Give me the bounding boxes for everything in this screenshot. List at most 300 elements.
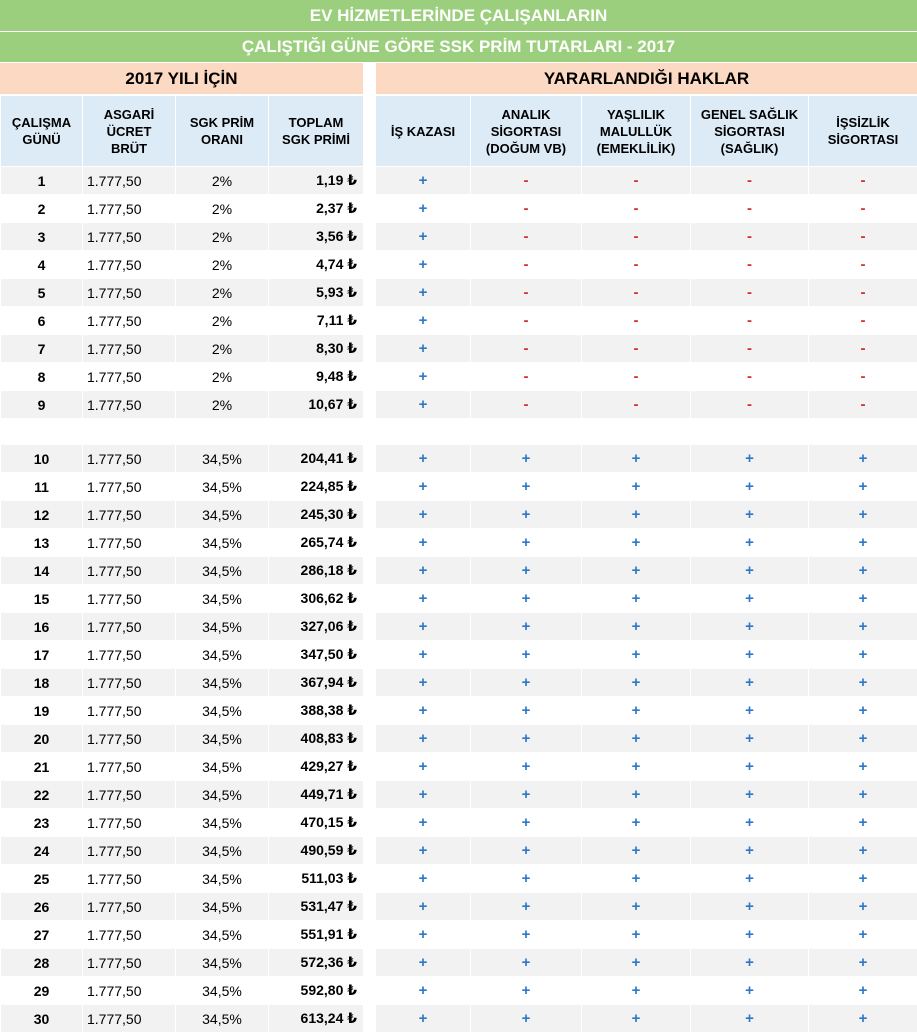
cell-analik: [471, 473, 582, 501]
plus-mark: +: [419, 368, 428, 385]
plus-mark: +: [859, 646, 868, 663]
plus-mark: +: [859, 506, 868, 523]
cell-wage: 1.777,50: [83, 195, 176, 223]
cell-day: 29: [1, 977, 83, 1005]
cell-rate: 34,5%: [176, 473, 269, 501]
plus-mark: +: [522, 702, 531, 719]
cell-is-kazasi: [376, 725, 471, 753]
cell-saglik: [691, 781, 809, 809]
cell-analik: [471, 529, 582, 557]
plus-mark: +: [419, 842, 428, 859]
cell-issizlik: [809, 529, 917, 557]
cell-saglik: [691, 585, 809, 613]
plus-mark: +: [859, 674, 868, 691]
cell-issizlik: [809, 977, 917, 1005]
cell-day: 30: [1, 1005, 83, 1033]
table-row: [1, 473, 917, 501]
cell-gap: [364, 613, 376, 641]
cell-wage: 1.777,50: [83, 1005, 176, 1033]
header-day: ÇALIŞMA GÜNÜ: [1, 96, 83, 167]
section-headers: [0, 63, 917, 95]
cell-analik: [471, 865, 582, 893]
minus-mark: -: [747, 228, 752, 245]
cell-issizlik: [809, 893, 917, 921]
plus-mark: +: [522, 954, 531, 971]
cell-issizlik: [809, 697, 917, 725]
minus-mark: -: [524, 228, 529, 245]
cell-yaslilik: [582, 223, 691, 251]
cell-rate: 34,5%: [176, 865, 269, 893]
cell-issizlik: [809, 865, 917, 893]
cell-day: 11: [1, 473, 83, 501]
cell-is-kazasi: [376, 697, 471, 725]
minus-mark: -: [634, 256, 639, 273]
spacer-cell: [1, 419, 917, 445]
table-row: [1, 279, 917, 307]
cell-rate: 34,5%: [176, 949, 269, 977]
plus-mark: +: [419, 450, 428, 467]
header-row: [1, 96, 917, 167]
cell-saglik: [691, 391, 809, 419]
plus-mark: +: [522, 786, 531, 803]
cell-yaslilik: [582, 167, 691, 195]
cell-day: 15: [1, 585, 83, 613]
cell-gap: [364, 529, 376, 557]
minus-mark: -: [861, 340, 866, 357]
cell-yaslilik: [582, 809, 691, 837]
cell-is-kazasi: [376, 195, 471, 223]
plus-mark: +: [419, 200, 428, 217]
cell-rate: 2%: [176, 195, 269, 223]
cell-rate: 34,5%: [176, 641, 269, 669]
cell-rate: 34,5%: [176, 557, 269, 585]
minus-mark: -: [861, 200, 866, 217]
minus-mark: -: [747, 312, 752, 329]
cell-analik: [471, 781, 582, 809]
cell-is-kazasi: [376, 613, 471, 641]
cell-yaslilik: [582, 335, 691, 363]
plus-mark: +: [419, 506, 428, 523]
plus-mark: +: [419, 534, 428, 551]
cell-day: 7: [1, 335, 83, 363]
minus-mark: -: [634, 312, 639, 329]
cell-is-kazasi: [376, 473, 471, 501]
cell-yaslilik: [582, 781, 691, 809]
cell-rate: 2%: [176, 251, 269, 279]
plus-mark: +: [859, 450, 868, 467]
table-row: [1, 641, 917, 669]
cell-saglik: [691, 223, 809, 251]
plus-mark: +: [632, 786, 641, 803]
cell-rate: 34,5%: [176, 445, 269, 473]
plus-mark: +: [859, 954, 868, 971]
minus-mark: -: [524, 340, 529, 357]
plus-mark: +: [419, 256, 428, 273]
table-row: [1, 167, 917, 195]
cell-issizlik: [809, 167, 917, 195]
cell-analik: [471, 837, 582, 865]
plus-mark: +: [522, 758, 531, 775]
plus-mark: +: [522, 898, 531, 915]
cell-wage: 1.777,50: [83, 977, 176, 1005]
cell-issizlik: [809, 473, 917, 501]
plus-mark: +: [859, 870, 868, 887]
table-row: [1, 391, 917, 419]
cell-saglik: [691, 501, 809, 529]
cell-wage: 1.777,50: [83, 307, 176, 335]
cell-total: 470,15 ₺: [269, 809, 364, 837]
cell-rate: 34,5%: [176, 697, 269, 725]
cell-analik: [471, 251, 582, 279]
cell-total: 2,37 ₺: [269, 195, 364, 223]
cell-issizlik: [809, 725, 917, 753]
cell-wage: 1.777,50: [83, 585, 176, 613]
cell-saglik: [691, 809, 809, 837]
cell-yaslilik: [582, 557, 691, 585]
cell-wage: 1.777,50: [83, 725, 176, 753]
cell-is-kazasi: [376, 585, 471, 613]
cell-gap: [364, 781, 376, 809]
cell-wage: 1.777,50: [83, 223, 176, 251]
cell-yaslilik: [582, 251, 691, 279]
plus-mark: +: [859, 786, 868, 803]
cell-day: 20: [1, 725, 83, 753]
plus-mark: +: [859, 730, 868, 747]
cell-total: 347,50 ₺: [269, 641, 364, 669]
cell-gap: [364, 473, 376, 501]
cell-gap: [364, 893, 376, 921]
cell-analik: [471, 921, 582, 949]
cell-rate: 34,5%: [176, 669, 269, 697]
cell-wage: 1.777,50: [83, 501, 176, 529]
cell-gap: [364, 335, 376, 363]
cell-issizlik: [809, 363, 917, 391]
plus-mark: +: [522, 534, 531, 551]
plus-mark: +: [419, 758, 428, 775]
minus-mark: -: [634, 368, 639, 385]
cell-is-kazasi: [376, 501, 471, 529]
cell-day: 12: [1, 501, 83, 529]
cell-analik: [471, 391, 582, 419]
cell-wage: 1.777,50: [83, 473, 176, 501]
cell-saglik: [691, 335, 809, 363]
plus-mark: +: [745, 506, 754, 523]
cell-day: 27: [1, 921, 83, 949]
header-yaslilik: YAŞLILIK MALULLÜK (EMEKLİLİK): [582, 96, 691, 167]
cell-day: 18: [1, 669, 83, 697]
plus-mark: +: [522, 1010, 531, 1027]
minus-mark: -: [524, 172, 529, 189]
cell-analik: [471, 753, 582, 781]
cell-total: 204,41 ₺: [269, 445, 364, 473]
cell-gap: [364, 223, 376, 251]
table-body: [1, 167, 917, 1033]
header-analik: ANALIK SİGORTASI (DOĞUM VB): [471, 96, 582, 167]
minus-mark: -: [747, 368, 752, 385]
cell-yaslilik: [582, 585, 691, 613]
table-row: [1, 335, 917, 363]
minus-mark: -: [524, 396, 529, 413]
plus-mark: +: [522, 478, 531, 495]
cell-rate: 34,5%: [176, 837, 269, 865]
cell-issizlik: [809, 557, 917, 585]
cell-is-kazasi: [376, 977, 471, 1005]
plus-mark: +: [632, 1010, 641, 1027]
cell-saglik: [691, 697, 809, 725]
cell-total: 531,47 ₺: [269, 893, 364, 921]
cell-analik: [471, 725, 582, 753]
table-row: [1, 949, 917, 977]
cell-wage: 1.777,50: [83, 865, 176, 893]
minus-mark: -: [861, 368, 866, 385]
cell-gap: [364, 167, 376, 195]
cell-is-kazasi: [376, 251, 471, 279]
plus-mark: +: [522, 926, 531, 943]
cell-saglik: [691, 837, 809, 865]
cell-rate: 34,5%: [176, 613, 269, 641]
cell-wage: 1.777,50: [83, 529, 176, 557]
cell-day: 23: [1, 809, 83, 837]
plus-mark: +: [745, 646, 754, 663]
cell-yaslilik: [582, 473, 691, 501]
plus-mark: +: [419, 396, 428, 413]
cell-wage: 1.777,50: [83, 669, 176, 697]
table-row: [1, 893, 917, 921]
plus-mark: +: [745, 478, 754, 495]
cell-total: 408,83 ₺: [269, 725, 364, 753]
cell-rate: 34,5%: [176, 781, 269, 809]
cell-saglik: [691, 893, 809, 921]
cell-total: 10,67 ₺: [269, 391, 364, 419]
cell-day: 17: [1, 641, 83, 669]
spacer-row: [1, 419, 917, 445]
cell-issizlik: [809, 949, 917, 977]
plus-mark: +: [745, 898, 754, 915]
cell-rate: 2%: [176, 279, 269, 307]
cell-saglik: [691, 557, 809, 585]
cell-day: 9: [1, 391, 83, 419]
cell-yaslilik: [582, 307, 691, 335]
cell-is-kazasi: [376, 781, 471, 809]
cell-analik: [471, 697, 582, 725]
minus-mark: -: [634, 396, 639, 413]
cell-analik: [471, 445, 582, 473]
minus-mark: -: [747, 396, 752, 413]
cell-total: 1,19 ₺: [269, 167, 364, 195]
plus-mark: +: [745, 758, 754, 775]
cell-rate: 2%: [176, 223, 269, 251]
cell-day: 14: [1, 557, 83, 585]
cell-rate: 34,5%: [176, 585, 269, 613]
cell-issizlik: [809, 753, 917, 781]
minus-mark: -: [861, 172, 866, 189]
cell-analik: [471, 167, 582, 195]
cell-yaslilik: [582, 445, 691, 473]
cell-wage: 1.777,50: [83, 949, 176, 977]
minus-mark: -: [861, 256, 866, 273]
cell-wage: 1.777,50: [83, 279, 176, 307]
cell-rate: 34,5%: [176, 1005, 269, 1033]
cell-wage: 1.777,50: [83, 921, 176, 949]
cell-issizlik: [809, 307, 917, 335]
cell-day: 10: [1, 445, 83, 473]
plus-mark: +: [632, 506, 641, 523]
plus-mark: +: [745, 870, 754, 887]
table-row: [1, 977, 917, 1005]
plus-mark: +: [859, 562, 868, 579]
plus-mark: +: [745, 534, 754, 551]
cell-saglik: [691, 921, 809, 949]
table-row: [1, 251, 917, 279]
cell-issizlik: [809, 223, 917, 251]
cell-issizlik: [809, 251, 917, 279]
plus-mark: +: [419, 284, 428, 301]
table-row: [1, 501, 917, 529]
plus-mark: +: [632, 814, 641, 831]
table-row: [1, 307, 917, 335]
cell-gap: [364, 697, 376, 725]
plus-mark: +: [632, 982, 641, 999]
cell-gap: [364, 921, 376, 949]
table-row: [1, 809, 917, 837]
cell-is-kazasi: [376, 167, 471, 195]
header-is-kazasi: İŞ KAZASI: [376, 96, 471, 167]
plus-mark: +: [859, 478, 868, 495]
plus-mark: +: [745, 590, 754, 607]
cell-analik: [471, 949, 582, 977]
cell-issizlik: [809, 837, 917, 865]
cell-yaslilik: [582, 949, 691, 977]
cell-yaslilik: [582, 641, 691, 669]
cell-day: 4: [1, 251, 83, 279]
cell-day: 5: [1, 279, 83, 307]
cell-total: 511,03 ₺: [269, 865, 364, 893]
plus-mark: +: [522, 618, 531, 635]
cell-analik: [471, 223, 582, 251]
plus-mark: +: [419, 982, 428, 999]
cell-rate: 2%: [176, 363, 269, 391]
cell-total: 449,71 ₺: [269, 781, 364, 809]
plus-mark: +: [632, 926, 641, 943]
cell-gap: [364, 725, 376, 753]
plus-mark: +: [419, 786, 428, 803]
cell-gap: [364, 1005, 376, 1033]
header-issizlik: İŞSİZLİK SİGORTASI: [809, 96, 917, 167]
minus-mark: -: [861, 228, 866, 245]
cell-wage: 1.777,50: [83, 445, 176, 473]
cell-saglik: [691, 641, 809, 669]
header-rate: SGK PRİM ORANI: [176, 96, 269, 167]
plus-mark: +: [859, 898, 868, 915]
table-row: [1, 445, 917, 473]
cell-rate: 34,5%: [176, 977, 269, 1005]
cell-rate: 34,5%: [176, 725, 269, 753]
plus-mark: +: [419, 340, 428, 357]
cell-yaslilik: [582, 921, 691, 949]
cell-total: 245,30 ₺: [269, 501, 364, 529]
cell-analik: [471, 893, 582, 921]
cell-saglik: [691, 1005, 809, 1033]
cell-total: 265,74 ₺: [269, 529, 364, 557]
cell-is-kazasi: [376, 753, 471, 781]
plus-mark: +: [419, 926, 428, 943]
cell-is-kazasi: [376, 529, 471, 557]
table-row: [1, 865, 917, 893]
cell-total: 5,93 ₺: [269, 279, 364, 307]
cell-rate: 34,5%: [176, 893, 269, 921]
cell-rate: 2%: [176, 167, 269, 195]
table-row: [1, 725, 917, 753]
cell-gap: [364, 391, 376, 419]
plus-mark: +: [522, 730, 531, 747]
cell-issizlik: [809, 445, 917, 473]
table-row: [1, 223, 917, 251]
cell-gap: [364, 753, 376, 781]
cell-analik: [471, 195, 582, 223]
cell-gap: [364, 641, 376, 669]
cell-issizlik: [809, 501, 917, 529]
table-row: [1, 1005, 917, 1033]
cell-yaslilik: [582, 669, 691, 697]
cell-saglik: [691, 473, 809, 501]
cell-yaslilik: [582, 893, 691, 921]
cell-analik: [471, 363, 582, 391]
cell-wage: 1.777,50: [83, 391, 176, 419]
cell-total: 7,11 ₺: [269, 307, 364, 335]
table-row: [1, 697, 917, 725]
header-gap: [364, 96, 376, 167]
cell-is-kazasi: [376, 307, 471, 335]
plus-mark: +: [419, 870, 428, 887]
cell-saglik: [691, 725, 809, 753]
plus-mark: +: [745, 450, 754, 467]
cell-rate: 2%: [176, 307, 269, 335]
cell-is-kazasi: [376, 1005, 471, 1033]
plus-mark: +: [632, 646, 641, 663]
cell-day: 6: [1, 307, 83, 335]
table-row: [1, 753, 917, 781]
plus-mark: +: [419, 312, 428, 329]
header-saglik: GENEL SAĞLIK SİGORTASI (SAĞLIK): [691, 96, 809, 167]
cell-total: 429,27 ₺: [269, 753, 364, 781]
plus-mark: +: [632, 618, 641, 635]
cell-yaslilik: [582, 977, 691, 1005]
cell-is-kazasi: [376, 865, 471, 893]
plus-mark: +: [859, 590, 868, 607]
plus-mark: +: [419, 618, 428, 635]
cell-rate: 34,5%: [176, 921, 269, 949]
plus-mark: +: [632, 590, 641, 607]
cell-analik: [471, 501, 582, 529]
cell-issizlik: [809, 669, 917, 697]
plus-mark: +: [745, 730, 754, 747]
header-wage: ASGARİ ÜCRET BRÜT: [83, 96, 176, 167]
cell-day: 2: [1, 195, 83, 223]
minus-mark: -: [747, 256, 752, 273]
cell-total: 388,38 ₺: [269, 697, 364, 725]
cell-yaslilik: [582, 391, 691, 419]
cell-wage: 1.777,50: [83, 613, 176, 641]
minus-mark: -: [634, 228, 639, 245]
plus-mark: +: [419, 646, 428, 663]
minus-mark: -: [634, 200, 639, 217]
cell-is-kazasi: [376, 391, 471, 419]
cell-yaslilik: [582, 195, 691, 223]
cell-total: 572,36 ₺: [269, 949, 364, 977]
cell-day: 13: [1, 529, 83, 557]
cell-analik: [471, 641, 582, 669]
plus-mark: +: [745, 926, 754, 943]
